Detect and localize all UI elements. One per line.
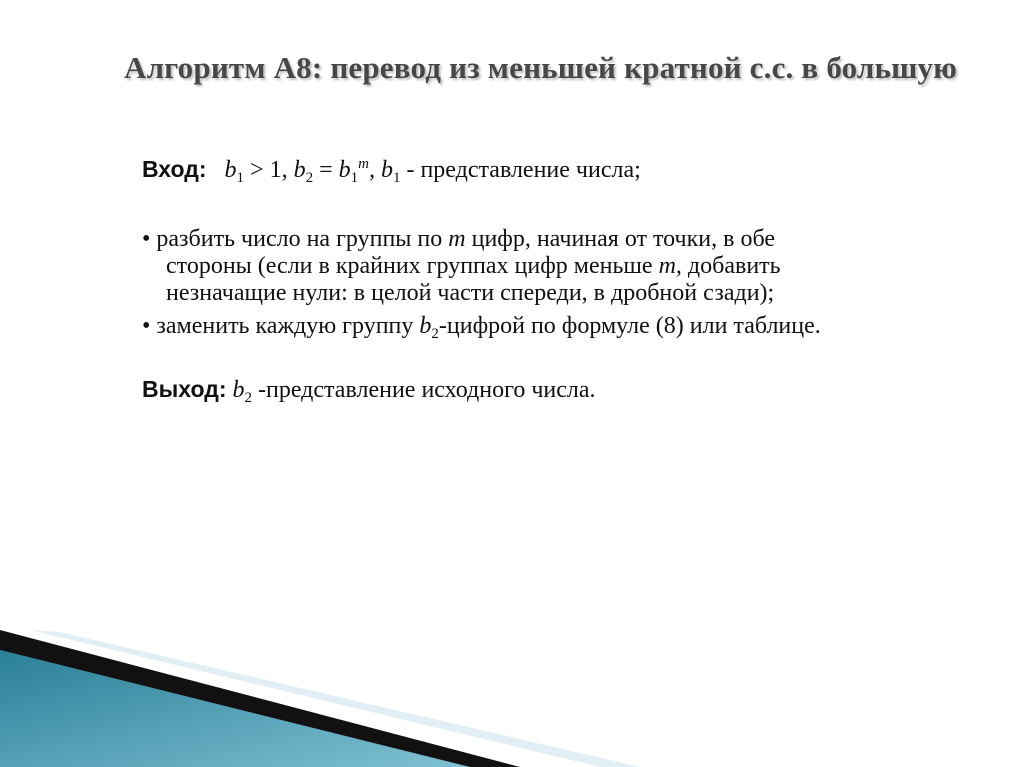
step1-line3-text: незначащие нули: в целой части спереди, в дробной сзади); [166,280,775,306]
var-b1m-sup: m [358,156,369,172]
step1-m: m [448,226,466,252]
step1-line1 [142,225,775,253]
step2-line [142,312,821,340]
step2-b-sub: 2 [431,326,439,342]
equals: = [313,157,339,183]
output-b: b [232,377,245,403]
output-b-sub: 2 [244,390,252,406]
var-b1m-sub: 1 [350,170,359,186]
gt-one: > 1, [244,157,294,183]
var-b2: b [293,157,306,183]
step1-line2-a: стороны (если в крайних группах цифр меньше [166,253,659,279]
var-b1-sub: 1 [236,170,245,186]
input-label: Вход: [142,156,207,182]
var-b1: b [224,157,237,183]
input-line [142,155,641,184]
step2-text-b: -цифрой по формуле (8) или таблице. [438,313,821,339]
step1-line3 [166,279,774,307]
output-text: -представление исходного числа. [251,377,596,403]
step1-text-b: цифр, начиная от точки, в обе [465,226,775,252]
input-tail: - представление числа; [400,157,641,183]
light-stripe [30,630,640,767]
var-b1c-sub: 1 [392,170,401,186]
var-b1c: b [380,157,393,183]
step1-m2: m, [658,253,682,279]
var-b2-sub: 2 [305,170,314,186]
var-b1m: b [338,157,351,183]
output-label: Выход: [142,376,227,402]
step1-line2 [166,252,781,280]
slide-title: Алгоритм А8: перевод из меньшей кратной с.с. в большую [124,50,958,85]
dark-stripe [0,630,520,767]
bullet-icon: • [142,313,151,339]
step1-text-a: разбить число на группы по [156,226,449,252]
comma: , [368,157,381,183]
step2-text-a: заменить каждую группу [156,313,420,339]
step2-b: b [419,313,432,339]
bullet-icon: • [142,226,151,252]
step1-line2-b: добавить [681,253,781,279]
teal-stripe [0,650,470,767]
output-line [142,375,596,404]
